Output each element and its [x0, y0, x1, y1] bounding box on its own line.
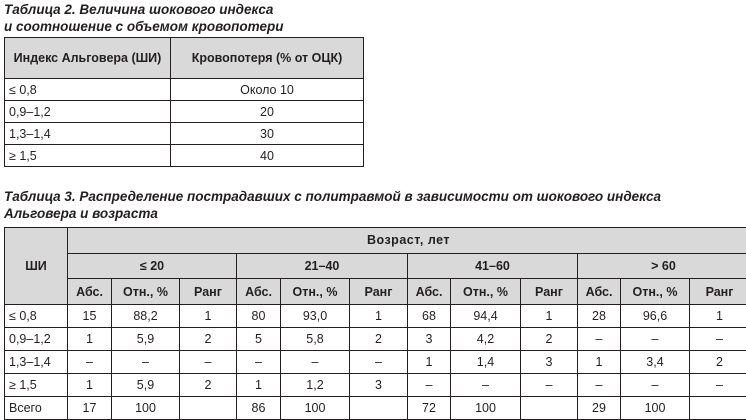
- table3-value-cell: 1: [690, 305, 746, 328]
- table3-subheader: Отн., %: [451, 279, 521, 305]
- table3-age-group-header: ≤ 20: [68, 253, 237, 279]
- table3-caption-line2: Альговера и возраста: [4, 205, 661, 222]
- table3-value-cell: 3: [350, 374, 408, 397]
- table3-subheader: Абс.: [578, 279, 621, 305]
- table3-value-cell: 1: [408, 351, 451, 374]
- table3-value-cell: 94,4: [451, 305, 521, 328]
- table3-caption: [4, 188, 661, 222]
- table3-shi-label: Всего: [5, 397, 68, 420]
- table3-body: [5, 305, 746, 420]
- table3-value-cell: –: [690, 374, 746, 397]
- table3-value-cell: 3: [521, 351, 578, 374]
- table3-value-cell: –: [112, 351, 180, 374]
- table3-value-cell: 80: [237, 305, 281, 328]
- table3-value-cell: 4,2: [451, 328, 521, 351]
- table3-value-cell: 3: [408, 328, 451, 351]
- table3-value-cell: –: [521, 374, 578, 397]
- table3-age-group-header: 21–40: [237, 253, 408, 279]
- table3-value-cell: 15: [68, 305, 112, 328]
- table3-value-cell: –: [281, 351, 350, 374]
- table2-caption-line1: Таблица 2. Величина шокового индекса: [4, 1, 284, 18]
- table2-shi-cell: ≥ 1,5: [5, 145, 171, 167]
- table3-subheader: Ранг: [690, 279, 746, 305]
- table3-value-cell: [521, 397, 578, 420]
- table3-value-cell: 100: [621, 397, 690, 420]
- table3-value-cell: 2: [180, 374, 237, 397]
- table2-loss-cell: 30: [171, 123, 364, 145]
- table3-age-header: Возраст, лет: [68, 228, 746, 254]
- table3-value-cell: 1: [521, 305, 578, 328]
- table3-header-row-age: [5, 228, 746, 254]
- table3-value-cell: –: [350, 351, 408, 374]
- table3-value-cell: [690, 397, 746, 420]
- table3-subheader: Отн., %: [621, 279, 690, 305]
- table3-value-cell: 2: [180, 328, 237, 351]
- table3-value-cell: 2: [521, 328, 578, 351]
- table3-value-cell: –: [690, 328, 746, 351]
- table2-shi-cell: 0,9–1,2: [5, 101, 171, 123]
- table3-header-row-groups: [5, 253, 746, 279]
- table-row: [5, 79, 364, 101]
- table3-subheader: Отн., %: [281, 279, 350, 305]
- table3-value-cell: 5,9: [112, 374, 180, 397]
- table3-subheader: Ранг: [521, 279, 578, 305]
- table3-value-cell: 1: [578, 351, 621, 374]
- table2-caption: [4, 1, 284, 35]
- table3-value-cell: 93,0: [281, 305, 350, 328]
- table3-header-row-subheaders: [5, 279, 746, 305]
- table3-age-group-header: > 60: [578, 253, 746, 279]
- table2-loss-header: Кровопотеря (% от ОЦК): [171, 38, 364, 79]
- table-row: [5, 305, 746, 328]
- table3-shi-label: ≥ 1,5: [5, 374, 68, 397]
- table2-shi-header: Индекс Альговера (ШИ): [5, 38, 171, 79]
- table3-subheader: Абс.: [68, 279, 112, 305]
- table2-loss-cell: Около 10: [171, 79, 364, 101]
- table3-value-cell: 72: [408, 397, 451, 420]
- table3-shi-label: 0,9–1,2: [5, 328, 68, 351]
- table3-value-cell: –: [180, 351, 237, 374]
- table3-value-cell: 1: [180, 305, 237, 328]
- table3-age-group-header: 41–60: [408, 253, 578, 279]
- table3-value-cell: 88,2: [112, 305, 180, 328]
- table3-value-cell: 29: [578, 397, 621, 420]
- table3-value-cell: 1,4: [451, 351, 521, 374]
- table-row: [5, 374, 746, 397]
- table-row: [5, 123, 364, 145]
- table3-value-cell: 100: [451, 397, 521, 420]
- table2-loss-cell: 40: [171, 145, 364, 167]
- table3-subheader: Ранг: [350, 279, 408, 305]
- table3-shi-header: ШИ: [5, 228, 68, 305]
- table3-value-cell: –: [621, 374, 690, 397]
- table-row: [5, 145, 364, 167]
- table3-value-cell: –: [68, 351, 112, 374]
- table3-shi-label: ≤ 0,8: [5, 305, 68, 328]
- table3-caption-line1: Таблица 3. Распределение пострадавших с политравмой в зависимости от шокового индекса: [4, 188, 661, 205]
- table3-value-cell: –: [237, 351, 281, 374]
- table3-value-cell: 5,9: [112, 328, 180, 351]
- table3-value-cell: –: [578, 374, 621, 397]
- table3-subheader: Ранг: [180, 279, 237, 305]
- table3-subheader: Отн., %: [112, 279, 180, 305]
- table-row: [5, 397, 746, 420]
- table3-value-cell: 17: [68, 397, 112, 420]
- table3-value-cell: [350, 397, 408, 420]
- table3-value-cell: 1: [237, 374, 281, 397]
- table3-subheader: Абс.: [237, 279, 281, 305]
- table3-value-cell: –: [408, 374, 451, 397]
- table3-value-cell: 3,4: [621, 351, 690, 374]
- table3-value-cell: 100: [112, 397, 180, 420]
- table2-shi-cell: ≤ 0,8: [5, 79, 171, 101]
- table3-value-cell: 2: [350, 328, 408, 351]
- table3-value-cell: –: [578, 328, 621, 351]
- table3-value-cell: 5: [237, 328, 281, 351]
- table2-loss-cell: 20: [171, 101, 364, 123]
- table3-value-cell: 1: [68, 374, 112, 397]
- table3-value-cell: 86: [237, 397, 281, 420]
- table3-value-cell: –: [621, 328, 690, 351]
- table3-value-cell: 96,6: [621, 305, 690, 328]
- trauma-distribution-table: [4, 227, 746, 420]
- table3-value-cell: 68: [408, 305, 451, 328]
- table3-value-cell: [180, 397, 237, 420]
- table3-value-cell: –: [451, 374, 521, 397]
- table2-caption-line2: и соотношение с объемом кровопотери: [4, 18, 284, 35]
- table3-value-cell: 1: [68, 328, 112, 351]
- table2-header-row: [5, 38, 364, 79]
- table-row: [5, 351, 746, 374]
- table3-value-cell: 2: [690, 351, 746, 374]
- table3-value-cell: 1,2: [281, 374, 350, 397]
- shock-index-blood-loss-table: [4, 37, 364, 167]
- table3-shi-label: 1,3–1,4: [5, 351, 68, 374]
- table2-shi-cell: 1,3–1,4: [5, 123, 171, 145]
- table3-value-cell: 1: [350, 305, 408, 328]
- table-row: [5, 101, 364, 123]
- table3-value-cell: 28: [578, 305, 621, 328]
- table3-value-cell: 100: [281, 397, 350, 420]
- table-row: [5, 328, 746, 351]
- table3-value-cell: 5,8: [281, 328, 350, 351]
- table3-subheader: Абс.: [408, 279, 451, 305]
